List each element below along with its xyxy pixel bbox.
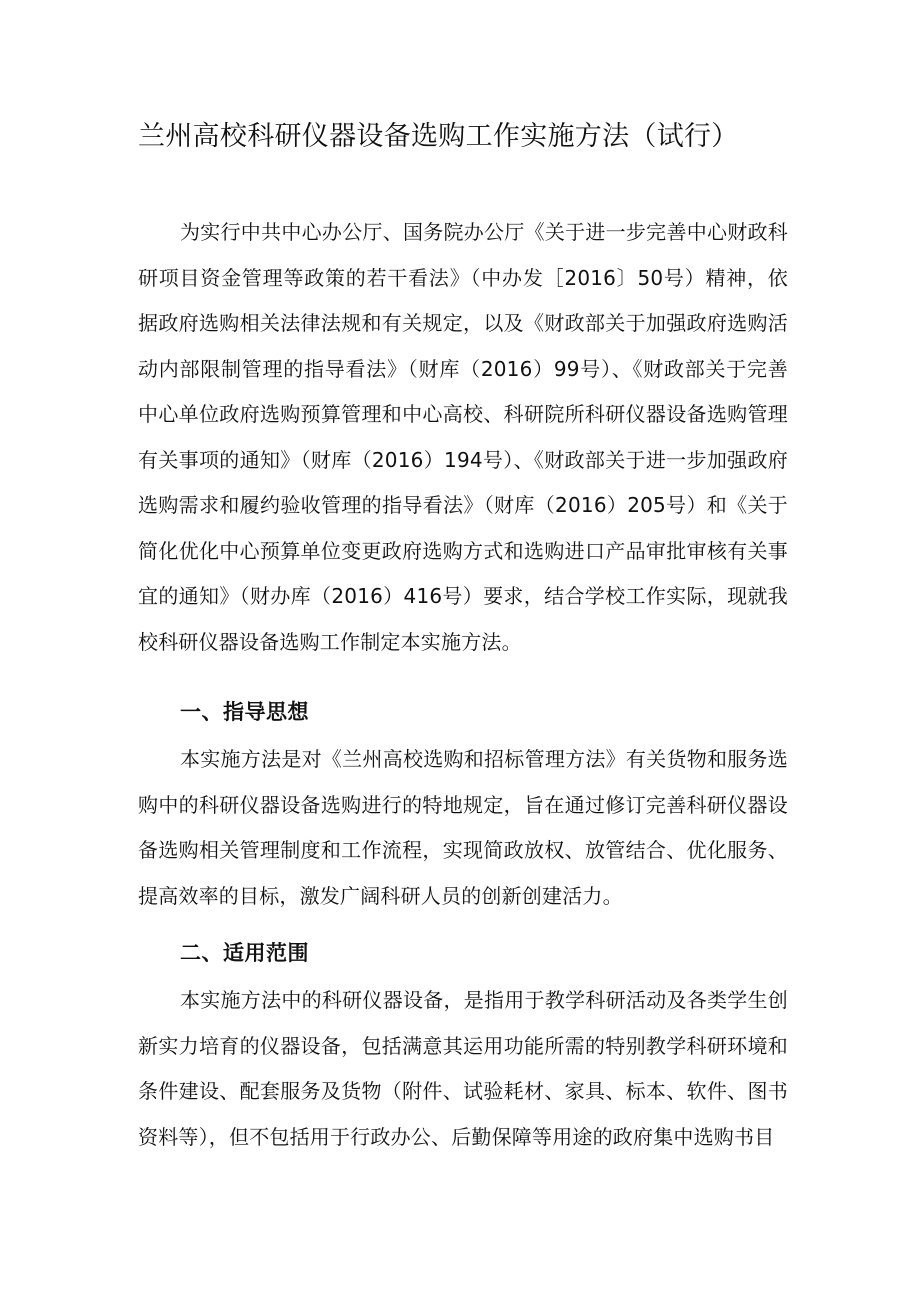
section-heading-guiding-ideology: 一、指导思想: [180, 700, 309, 724]
intro-paragraph: 为实行中共中心办公厅、国务院办公厅《关于进一步完善中心财政科研项目资金管理等政策的若干看法》（中办发［2016〕50号）精神，依据政府选购相关法律法规和有关规定，以及《财政部关于加强政府选购活动内部限制管理的指导看法》（财库（2016）99号）、《财政部关于完善中心单位政府选购预算管理和中心高校、科研院所科研仪器设备选购管理有关事项的通知》（财库（2016）194号）、《财政部关于进一步加强政府选购需求和履约验收管理的指导看法》（财库（2016）205号）和《关于简化优化中心预算单位变更政府选购方式和选购进口产品审批审核有关事宜的通知》（财办库（2016）416号）要求，结合学校工作实际，现就我校科研仪器设备选购工作制定本实施方法。: [138, 220, 788, 654]
section-heading-scope: 二、适用范围: [180, 941, 309, 965]
section-body-scope: 本实施方法中的科研仪器设备，是指用于教学科研活动及各类学生创新实力培育的仪器设备，包括满意其运用功能所需的特别教学科研环境和条件建设、配套服务及货物（附件、试验耗材、家具、标本、软件、图书资料等），但不包括用于行政办公、后勤保障等用途的政府集中选购书目: [138, 988, 788, 1149]
document-title: 兰州高校科研仪器设备选购工作实施方法（试行）: [138, 121, 739, 152]
section-body-guiding-ideology: 本实施方法是对《兰州高校选购和招标管理方法》有关货物和服务选购中的科研仪器设备选购进行的特地规定，旨在通过修订完善科研仪器设备选购相关管理制度和工作流程，实现简政放权、放管结合、优化服务、提高效率的目标，激发广阔科研人员的创新创建活力。: [138, 747, 788, 908]
